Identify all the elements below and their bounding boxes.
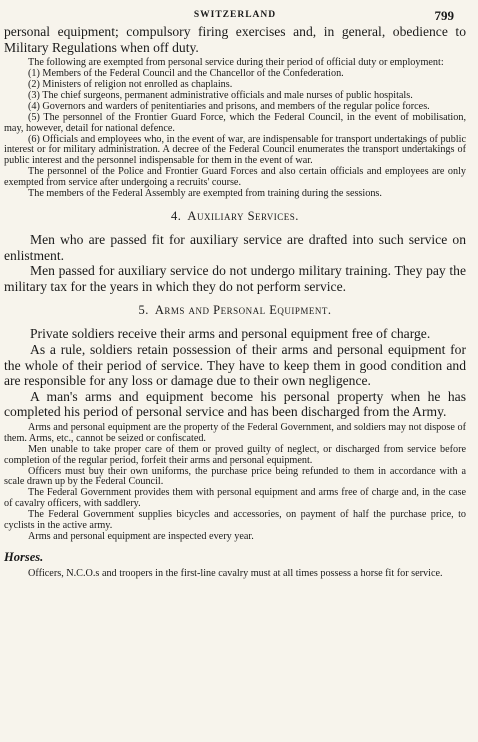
exemption-item: (1) Members of the Federal Council and the Chancellor of the Confederation. [28, 68, 344, 80]
page-number: 799 [434, 8, 454, 23]
small-paragraph: Men unable to take proper care of them or proved guilty of neglect, or discharged from service before completion of the regular period, forfeit their arms and personal equipment. [4, 443, 466, 466]
exemption-note: The members of the Federal Assembly are exempted from training during the sessions. [28, 188, 382, 200]
exemption-item: (3) The chief surgeons, permanent administrative officials and male nurses of public hospitals. [28, 89, 413, 101]
exemption-item: (4) Governors and warders of penitentiaries and prisons, and members of the regular police forces. [28, 100, 430, 112]
subheading-horses: Horses. [4, 549, 44, 564]
section-heading-auxiliary [4, 209, 466, 224]
paragraph: Men passed for auxiliary service do not undergo military training. They pay the military tax for the years in which they do not perform service. [4, 263, 466, 294]
small-paragraph: Arms and personal equipment are the property of the Federal Government, and soldiers may not dispose of them. Arms, etc., cannot be seized or confiscated. [4, 421, 466, 444]
exemption-note: The personnel of the Police and Frontier Guard Forces and also certain officials and employees are only exempted from service after undergoing a recruits' course. [4, 166, 466, 189]
exemption-intro: The following are exempted from personal service during their period of official duty or employment: [28, 57, 444, 69]
running-header [4, 8, 466, 24]
section-number: 4. [171, 208, 182, 223]
small-paragraph: The Federal Government supplies bicycles and accessories, on payment of half the purchase price, to cyclists in the active army. [4, 509, 466, 532]
paragraph: Private soldiers receive their arms and personal equipment free of charge. [30, 326, 431, 342]
running-title: SWITZERLAND [193, 10, 277, 20]
section-heading-arms [4, 303, 466, 318]
small-paragraph: The Federal Government provides them with personal equipment and arms free of charge and, in the case of cavalry officers, with saddlery. [4, 487, 466, 510]
section-number: 5. [138, 303, 149, 318]
section-title: Auxiliary Services. [187, 208, 299, 223]
section-title: Arms and Personal Equipment. [154, 303, 332, 318]
paragraph-continued: personal equipment; compulsory firing exercises and, in general, obedience to Military Regulations when off duty. [4, 24, 466, 55]
paragraph: A man's arms and equipment become his personal property when he has completed his period of personal service and has been discharged from the Army. [4, 388, 466, 420]
small-paragraph: Officers, N.C.O.s and troopers in the first-line cavalry must at all times possess a horse fit for service. [28, 567, 443, 579]
exemption-item: (2) Ministers of religion not enrolled as chaplains. [28, 79, 233, 90]
small-paragraph: Arms and personal equipment are inspected every year. [28, 530, 254, 542]
paragraph: As a rule, soldiers retain possession of their arms and personal equipment for the whole of their period of service. They have to keep them in good condition and are responsible for any loss or damage due to their own negligence. [4, 341, 466, 389]
exemption-item: (5) The personnel of the Frontier Guard Force, which the Federal Council, in the event of mobilisation, may, however, detail for national defence. [4, 111, 466, 134]
paragraph: Men who are passed fit for auxiliary service are drafted into such service on enlistment. [4, 231, 466, 263]
small-paragraph: Officers must buy their own uniforms, the purchase price being refunded to them in accordance with a scale drawn up by the Federal Council. [4, 465, 466, 488]
exemption-item: (6) Officials and employees who, in the event of war, are indispensable for transport undertakings of public interest or for military administration. A decree of the Federal Council enumerates the transport undertakings of public interest and the personnel indispensable for them in the event of war. [4, 133, 466, 167]
